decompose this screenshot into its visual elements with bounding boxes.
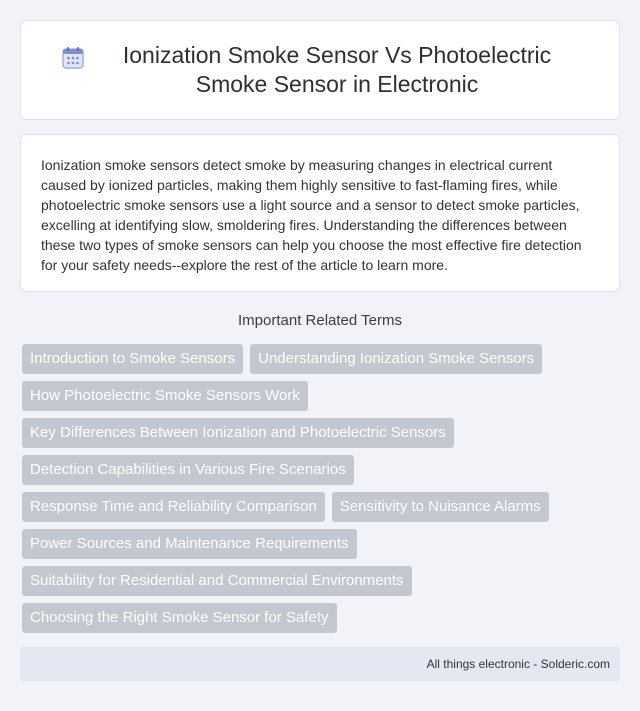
- title-wrap: [60, 41, 580, 99]
- term-tag-key-differences[interactable]: Key Differences Between Ionization and Photoelectric Sensors: [22, 418, 454, 448]
- page-title: Ionization Smoke Sensor Vs Photoelectric Smoke Sensor in Electronic: [122, 42, 552, 97]
- footer: [20, 647, 620, 681]
- term-tag-introduction[interactable]: Introduction to Smoke Sensors: [22, 344, 243, 374]
- term-tag-response-time[interactable]: Response Time and Reliability Comparison: [22, 492, 325, 522]
- calendar-icon: [60, 45, 86, 71]
- summary-text: Ionization smoke sensors detect smoke by measuring changes in electrical current caused by ionized particles, making them highly sensitive to fast-flaming fires, while photoelectric smoke sensors use a light source and a sensor to detect smoke particles, excelling at identifying slow, smoldering fires. Understanding the differences between these two types of smoke sensors can help you choose the most effective fire detection for your safety needs--explore the rest of the article to learn more.: [41, 157, 582, 273]
- related-terms-list: [22, 344, 622, 633]
- term-tag-photoelectric[interactable]: How Photoelectric Smoke Sensors Work: [22, 381, 308, 411]
- related-terms-heading: Important Related Terms: [238, 312, 402, 329]
- term-tag-choosing[interactable]: Choosing the Right Smoke Sensor for Safety: [22, 603, 337, 633]
- title-card: [20, 20, 620, 120]
- term-tag-power-sources[interactable]: Power Sources and Maintenance Requirements: [22, 529, 357, 559]
- term-tag-nuisance-alarms[interactable]: Sensitivity to Nuisance Alarms: [332, 492, 549, 522]
- term-tag-ionization[interactable]: Understanding Ionization Smoke Sensors: [250, 344, 542, 374]
- term-tag-detection-capabilities[interactable]: Detection Capabilities in Various Fire Scenarios: [22, 455, 354, 485]
- summary-card: [20, 134, 620, 292]
- term-tag-suitability[interactable]: Suitability for Residential and Commercial Environments: [22, 566, 412, 596]
- footer-text: All things electronic - Solderic.com: [426, 657, 610, 671]
